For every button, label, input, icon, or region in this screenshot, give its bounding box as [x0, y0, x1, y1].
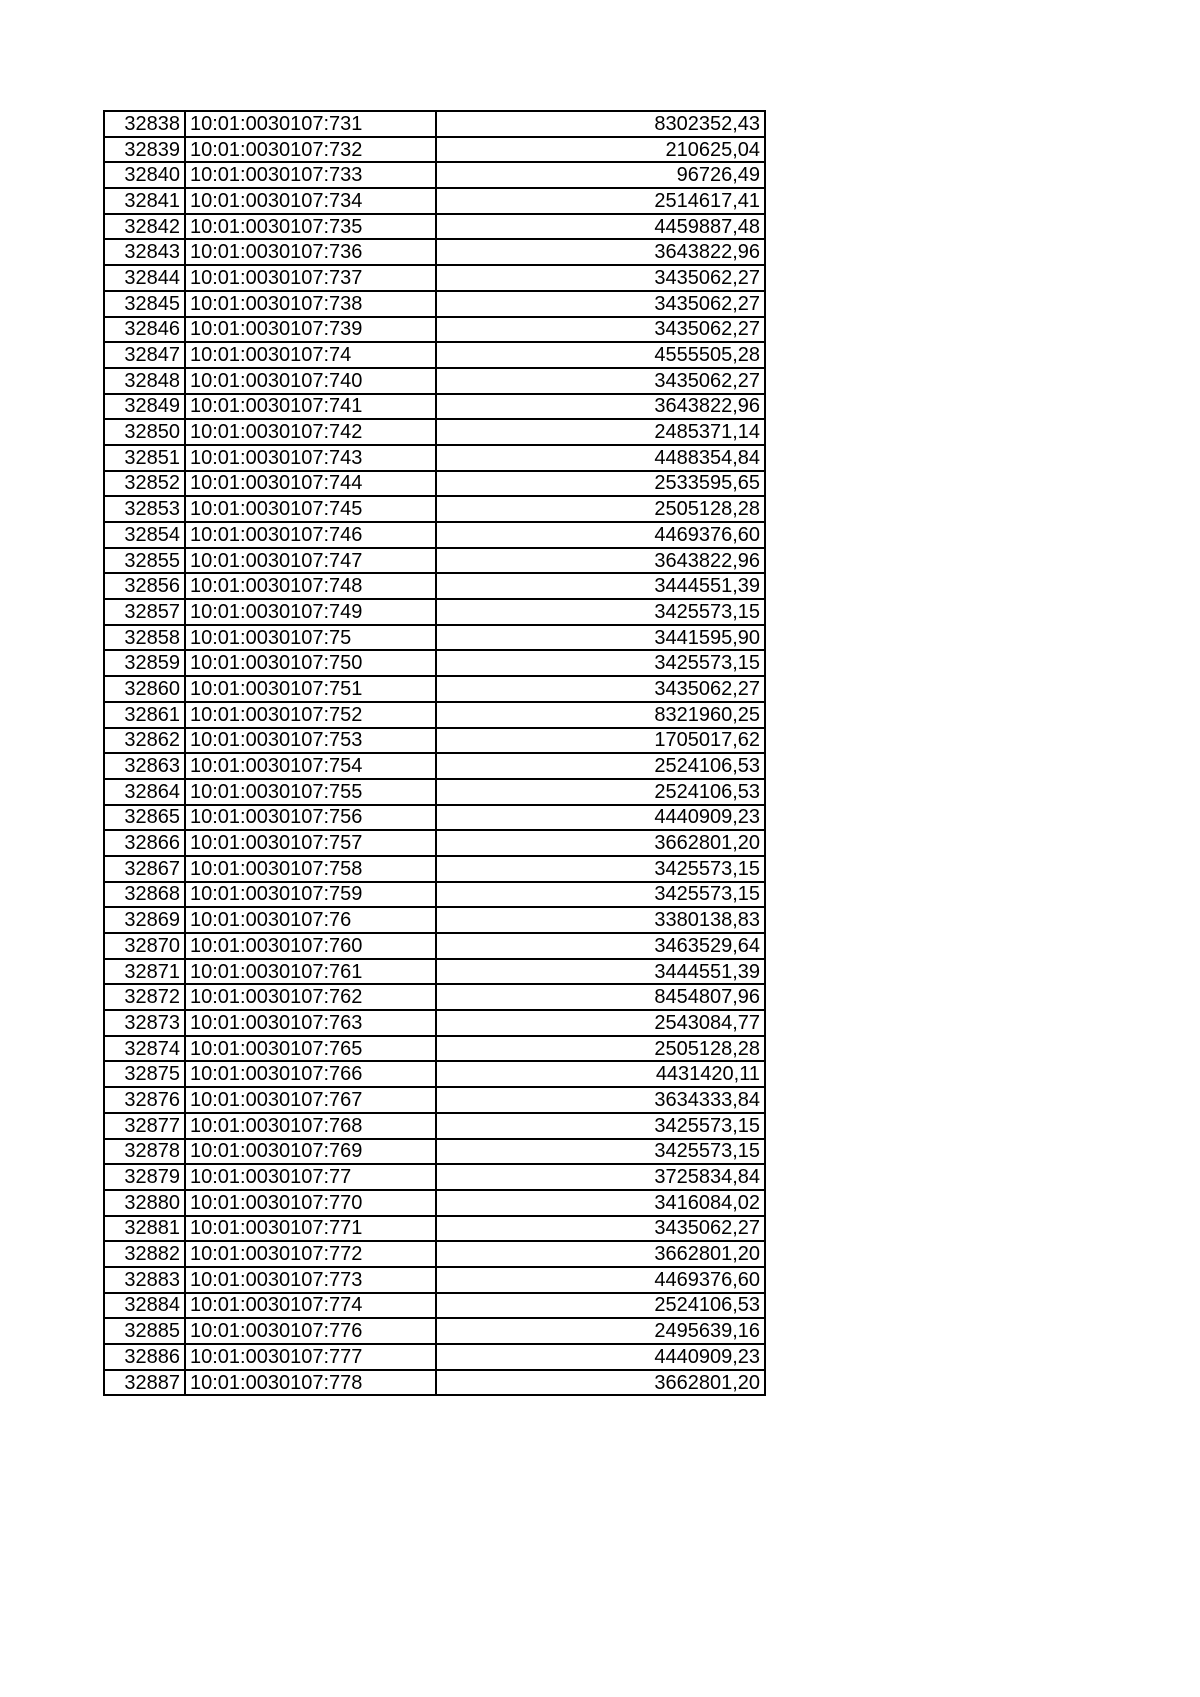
row-number-cell: 32878: [104, 1139, 185, 1165]
cadastral-number-cell: 10:01:0030107:752: [185, 702, 436, 728]
cadastral-number-cell: 10:01:0030107:741: [185, 394, 436, 420]
value-cell: 3435062,27: [436, 291, 765, 317]
value-cell: 4488354,84: [436, 445, 765, 471]
cadastral-number-cell: 10:01:0030107:767: [185, 1087, 436, 1113]
value-cell: 3643822,96: [436, 548, 765, 574]
table-row: [104, 496, 765, 522]
row-number-cell: 32844: [104, 265, 185, 291]
value-cell: 3435062,27: [436, 676, 765, 702]
value-cell: 3643822,96: [436, 239, 765, 265]
value-cell: 3435062,27: [436, 317, 765, 343]
table-row: [104, 522, 765, 548]
value-cell: 3444551,39: [436, 573, 765, 599]
row-number-cell: 32882: [104, 1241, 185, 1267]
table-row: [104, 830, 765, 856]
cadastral-number-cell: 10:01:0030107:733: [185, 162, 436, 188]
value-cell: 3425573,15: [436, 650, 765, 676]
row-number-cell: 32863: [104, 753, 185, 779]
cadastral-number-cell: 10:01:0030107:761: [185, 959, 436, 985]
cadastral-number-cell: 10:01:0030107:770: [185, 1190, 436, 1216]
table-row: [104, 111, 765, 137]
cadastral-number-cell: 10:01:0030107:769: [185, 1139, 436, 1165]
value-cell: 210625,04: [436, 137, 765, 163]
row-number-cell: 32853: [104, 496, 185, 522]
row-number-cell: 32864: [104, 779, 185, 805]
cadastral-number-cell: 10:01:0030107:771: [185, 1216, 436, 1242]
row-number-cell: 32875: [104, 1061, 185, 1087]
row-number-cell: 32858: [104, 625, 185, 651]
value-cell: 3634333,84: [436, 1087, 765, 1113]
row-number-cell: 32857: [104, 599, 185, 625]
cadastral-number-cell: 10:01:0030107:773: [185, 1267, 436, 1293]
table-row: [104, 239, 765, 265]
row-number-cell: 32886: [104, 1344, 185, 1370]
value-cell: 3662801,20: [436, 1241, 765, 1267]
cadastral-number-cell: 10:01:0030107:738: [185, 291, 436, 317]
cadastral-number-cell: 10:01:0030107:735: [185, 214, 436, 240]
table-row: [104, 599, 765, 625]
cadastral-number-cell: 10:01:0030107:76: [185, 907, 436, 933]
cadastral-number-cell: 10:01:0030107:759: [185, 882, 436, 908]
row-number-cell: 32880: [104, 1190, 185, 1216]
value-cell: 4469376,60: [436, 1267, 765, 1293]
value-cell: 2514617,41: [436, 188, 765, 214]
cadastral-number-cell: 10:01:0030107:744: [185, 471, 436, 497]
cadastral-number-cell: 10:01:0030107:753: [185, 728, 436, 754]
value-cell: 3444551,39: [436, 959, 765, 985]
cadastral-number-cell: 10:01:0030107:739: [185, 317, 436, 343]
table-row: [104, 882, 765, 908]
cadastral-number-cell: 10:01:0030107:75: [185, 625, 436, 651]
row-number-cell: 32848: [104, 368, 185, 394]
row-number-cell: 32885: [104, 1318, 185, 1344]
cadastral-number-cell: 10:01:0030107:731: [185, 111, 436, 137]
value-cell: 2505128,28: [436, 496, 765, 522]
cadastral-number-cell: 10:01:0030107:772: [185, 1241, 436, 1267]
value-cell: 3725834,84: [436, 1164, 765, 1190]
table-row: [104, 573, 765, 599]
value-cell: 3441595,90: [436, 625, 765, 651]
row-number-cell: 32883: [104, 1267, 185, 1293]
row-number-cell: 32852: [104, 471, 185, 497]
value-cell: 4440909,23: [436, 1344, 765, 1370]
table-row: [104, 1036, 765, 1062]
table-row: [104, 214, 765, 240]
table-row: [104, 907, 765, 933]
value-cell: 3425573,15: [436, 1139, 765, 1165]
row-number-cell: 32856: [104, 573, 185, 599]
value-cell: 3435062,27: [436, 1216, 765, 1242]
value-cell: 3662801,20: [436, 830, 765, 856]
value-cell: 4431420,11: [436, 1061, 765, 1087]
table-row: [104, 1061, 765, 1087]
cadastral-number-cell: 10:01:0030107:776: [185, 1318, 436, 1344]
value-cell: 2524106,53: [436, 753, 765, 779]
row-number-cell: 32887: [104, 1370, 185, 1396]
cadastral-number-cell: 10:01:0030107:756: [185, 805, 436, 831]
table-row: [104, 342, 765, 368]
table-row: [104, 728, 765, 754]
value-cell: 3380138,83: [436, 907, 765, 933]
value-cell: 3435062,27: [436, 368, 765, 394]
table-row: [104, 1139, 765, 1165]
value-cell: 2524106,53: [436, 779, 765, 805]
cadastral-number-cell: 10:01:0030107:750: [185, 650, 436, 676]
table-row: [104, 394, 765, 420]
row-number-cell: 32851: [104, 445, 185, 471]
value-cell: 2505128,28: [436, 1036, 765, 1062]
table-row: [104, 1164, 765, 1190]
cadastral-number-cell: 10:01:0030107:777: [185, 1344, 436, 1370]
value-cell: 2495639,16: [436, 1318, 765, 1344]
cadastral-number-cell: 10:01:0030107:758: [185, 856, 436, 882]
cadastral-number-cell: 10:01:0030107:746: [185, 522, 436, 548]
cadastral-number-cell: 10:01:0030107:740: [185, 368, 436, 394]
value-cell: 4459887,48: [436, 214, 765, 240]
value-cell: 1705017,62: [436, 728, 765, 754]
cadastral-number-cell: 10:01:0030107:765: [185, 1036, 436, 1062]
cadastral-number-cell: 10:01:0030107:763: [185, 1010, 436, 1036]
table-row: [104, 548, 765, 574]
value-cell: 2533595,65: [436, 471, 765, 497]
table-row: [104, 1216, 765, 1242]
table-row: [104, 702, 765, 728]
value-cell: 4440909,23: [436, 805, 765, 831]
value-cell: 8454807,96: [436, 984, 765, 1010]
row-number-cell: 32845: [104, 291, 185, 317]
row-number-cell: 32859: [104, 650, 185, 676]
row-number-cell: 32840: [104, 162, 185, 188]
value-cell: 3425573,15: [436, 1113, 765, 1139]
table-row: [104, 856, 765, 882]
row-number-cell: 32843: [104, 239, 185, 265]
table-row: [104, 265, 765, 291]
cadastral-number-cell: 10:01:0030107:732: [185, 137, 436, 163]
value-cell: 4555505,28: [436, 342, 765, 368]
table-row: [104, 959, 765, 985]
cadastral-number-cell: 10:01:0030107:737: [185, 265, 436, 291]
table-row: [104, 419, 765, 445]
table-row: [104, 291, 765, 317]
cadastral-number-cell: 10:01:0030107:754: [185, 753, 436, 779]
row-number-cell: 32868: [104, 882, 185, 908]
row-number-cell: 32870: [104, 933, 185, 959]
table-row: [104, 1190, 765, 1216]
table-row: [104, 984, 765, 1010]
table-row: [104, 1241, 765, 1267]
table-row: [104, 933, 765, 959]
row-number-cell: 32846: [104, 317, 185, 343]
table-row: [104, 1370, 765, 1396]
row-number-cell: 32847: [104, 342, 185, 368]
table-row: [104, 188, 765, 214]
row-number-cell: 32867: [104, 856, 185, 882]
cadastral-number-cell: 10:01:0030107:762: [185, 984, 436, 1010]
row-number-cell: 32876: [104, 1087, 185, 1113]
data-table: [103, 110, 766, 1396]
row-number-cell: 32865: [104, 805, 185, 831]
cadastral-number-cell: 10:01:0030107:734: [185, 188, 436, 214]
row-number-cell: 32862: [104, 728, 185, 754]
row-number-cell: 32838: [104, 111, 185, 137]
row-number-cell: 32841: [104, 188, 185, 214]
cadastral-number-cell: 10:01:0030107:747: [185, 548, 436, 574]
cadastral-number-cell: 10:01:0030107:760: [185, 933, 436, 959]
cadastral-number-cell: 10:01:0030107:77: [185, 1164, 436, 1190]
table-row: [104, 650, 765, 676]
row-number-cell: 32839: [104, 137, 185, 163]
cadastral-number-cell: 10:01:0030107:749: [185, 599, 436, 625]
value-cell: 3416084,02: [436, 1190, 765, 1216]
value-cell: 3425573,15: [436, 599, 765, 625]
value-cell: 3435062,27: [436, 265, 765, 291]
table-row: [104, 317, 765, 343]
cadastral-number-cell: 10:01:0030107:736: [185, 239, 436, 265]
cadastral-number-cell: 10:01:0030107:74: [185, 342, 436, 368]
row-number-cell: 32877: [104, 1113, 185, 1139]
row-number-cell: 32842: [104, 214, 185, 240]
table-body: [104, 111, 765, 1395]
row-number-cell: 32872: [104, 984, 185, 1010]
value-cell: 2524106,53: [436, 1293, 765, 1319]
table-row: [104, 471, 765, 497]
value-cell: 8302352,43: [436, 111, 765, 137]
row-number-cell: 32873: [104, 1010, 185, 1036]
row-number-cell: 32855: [104, 548, 185, 574]
table-row: [104, 779, 765, 805]
row-number-cell: 32881: [104, 1216, 185, 1242]
cadastral-number-cell: 10:01:0030107:766: [185, 1061, 436, 1087]
row-number-cell: 32861: [104, 702, 185, 728]
cadastral-number-cell: 10:01:0030107:742: [185, 419, 436, 445]
value-cell: 3643822,96: [436, 394, 765, 420]
cadastral-number-cell: 10:01:0030107:774: [185, 1293, 436, 1319]
table-row: [104, 1318, 765, 1344]
table-row: [104, 137, 765, 163]
value-cell: 4469376,60: [436, 522, 765, 548]
cadastral-number-cell: 10:01:0030107:748: [185, 573, 436, 599]
cadastral-number-cell: 10:01:0030107:751: [185, 676, 436, 702]
table-row: [104, 1293, 765, 1319]
value-cell: 96726,49: [436, 162, 765, 188]
row-number-cell: 32874: [104, 1036, 185, 1062]
table-row: [104, 445, 765, 471]
table-row: [104, 368, 765, 394]
row-number-cell: 32849: [104, 394, 185, 420]
cadastral-number-cell: 10:01:0030107:745: [185, 496, 436, 522]
value-cell: 3425573,15: [436, 882, 765, 908]
table-row: [104, 1010, 765, 1036]
row-number-cell: 32871: [104, 959, 185, 985]
cadastral-number-cell: 10:01:0030107:743: [185, 445, 436, 471]
value-cell: 2485371,14: [436, 419, 765, 445]
row-number-cell: 32860: [104, 676, 185, 702]
table-row: [104, 805, 765, 831]
row-number-cell: 32879: [104, 1164, 185, 1190]
value-cell: 2543084,77: [436, 1010, 765, 1036]
table-row: [104, 753, 765, 779]
cadastral-number-cell: 10:01:0030107:755: [185, 779, 436, 805]
table-row: [104, 1344, 765, 1370]
value-cell: 3425573,15: [436, 856, 765, 882]
row-number-cell: 32854: [104, 522, 185, 548]
table-row: [104, 162, 765, 188]
row-number-cell: 32884: [104, 1293, 185, 1319]
value-cell: 3463529,64: [436, 933, 765, 959]
table-row: [104, 1087, 765, 1113]
row-number-cell: 32866: [104, 830, 185, 856]
value-cell: 8321960,25: [436, 702, 765, 728]
cadastral-number-cell: 10:01:0030107:778: [185, 1370, 436, 1396]
table-row: [104, 625, 765, 651]
cadastral-number-cell: 10:01:0030107:757: [185, 830, 436, 856]
cadastral-number-cell: 10:01:0030107:768: [185, 1113, 436, 1139]
value-cell: 3662801,20: [436, 1370, 765, 1396]
row-number-cell: 32850: [104, 419, 185, 445]
table-row: [104, 1113, 765, 1139]
table-row: [104, 1267, 765, 1293]
table-row: [104, 676, 765, 702]
row-number-cell: 32869: [104, 907, 185, 933]
